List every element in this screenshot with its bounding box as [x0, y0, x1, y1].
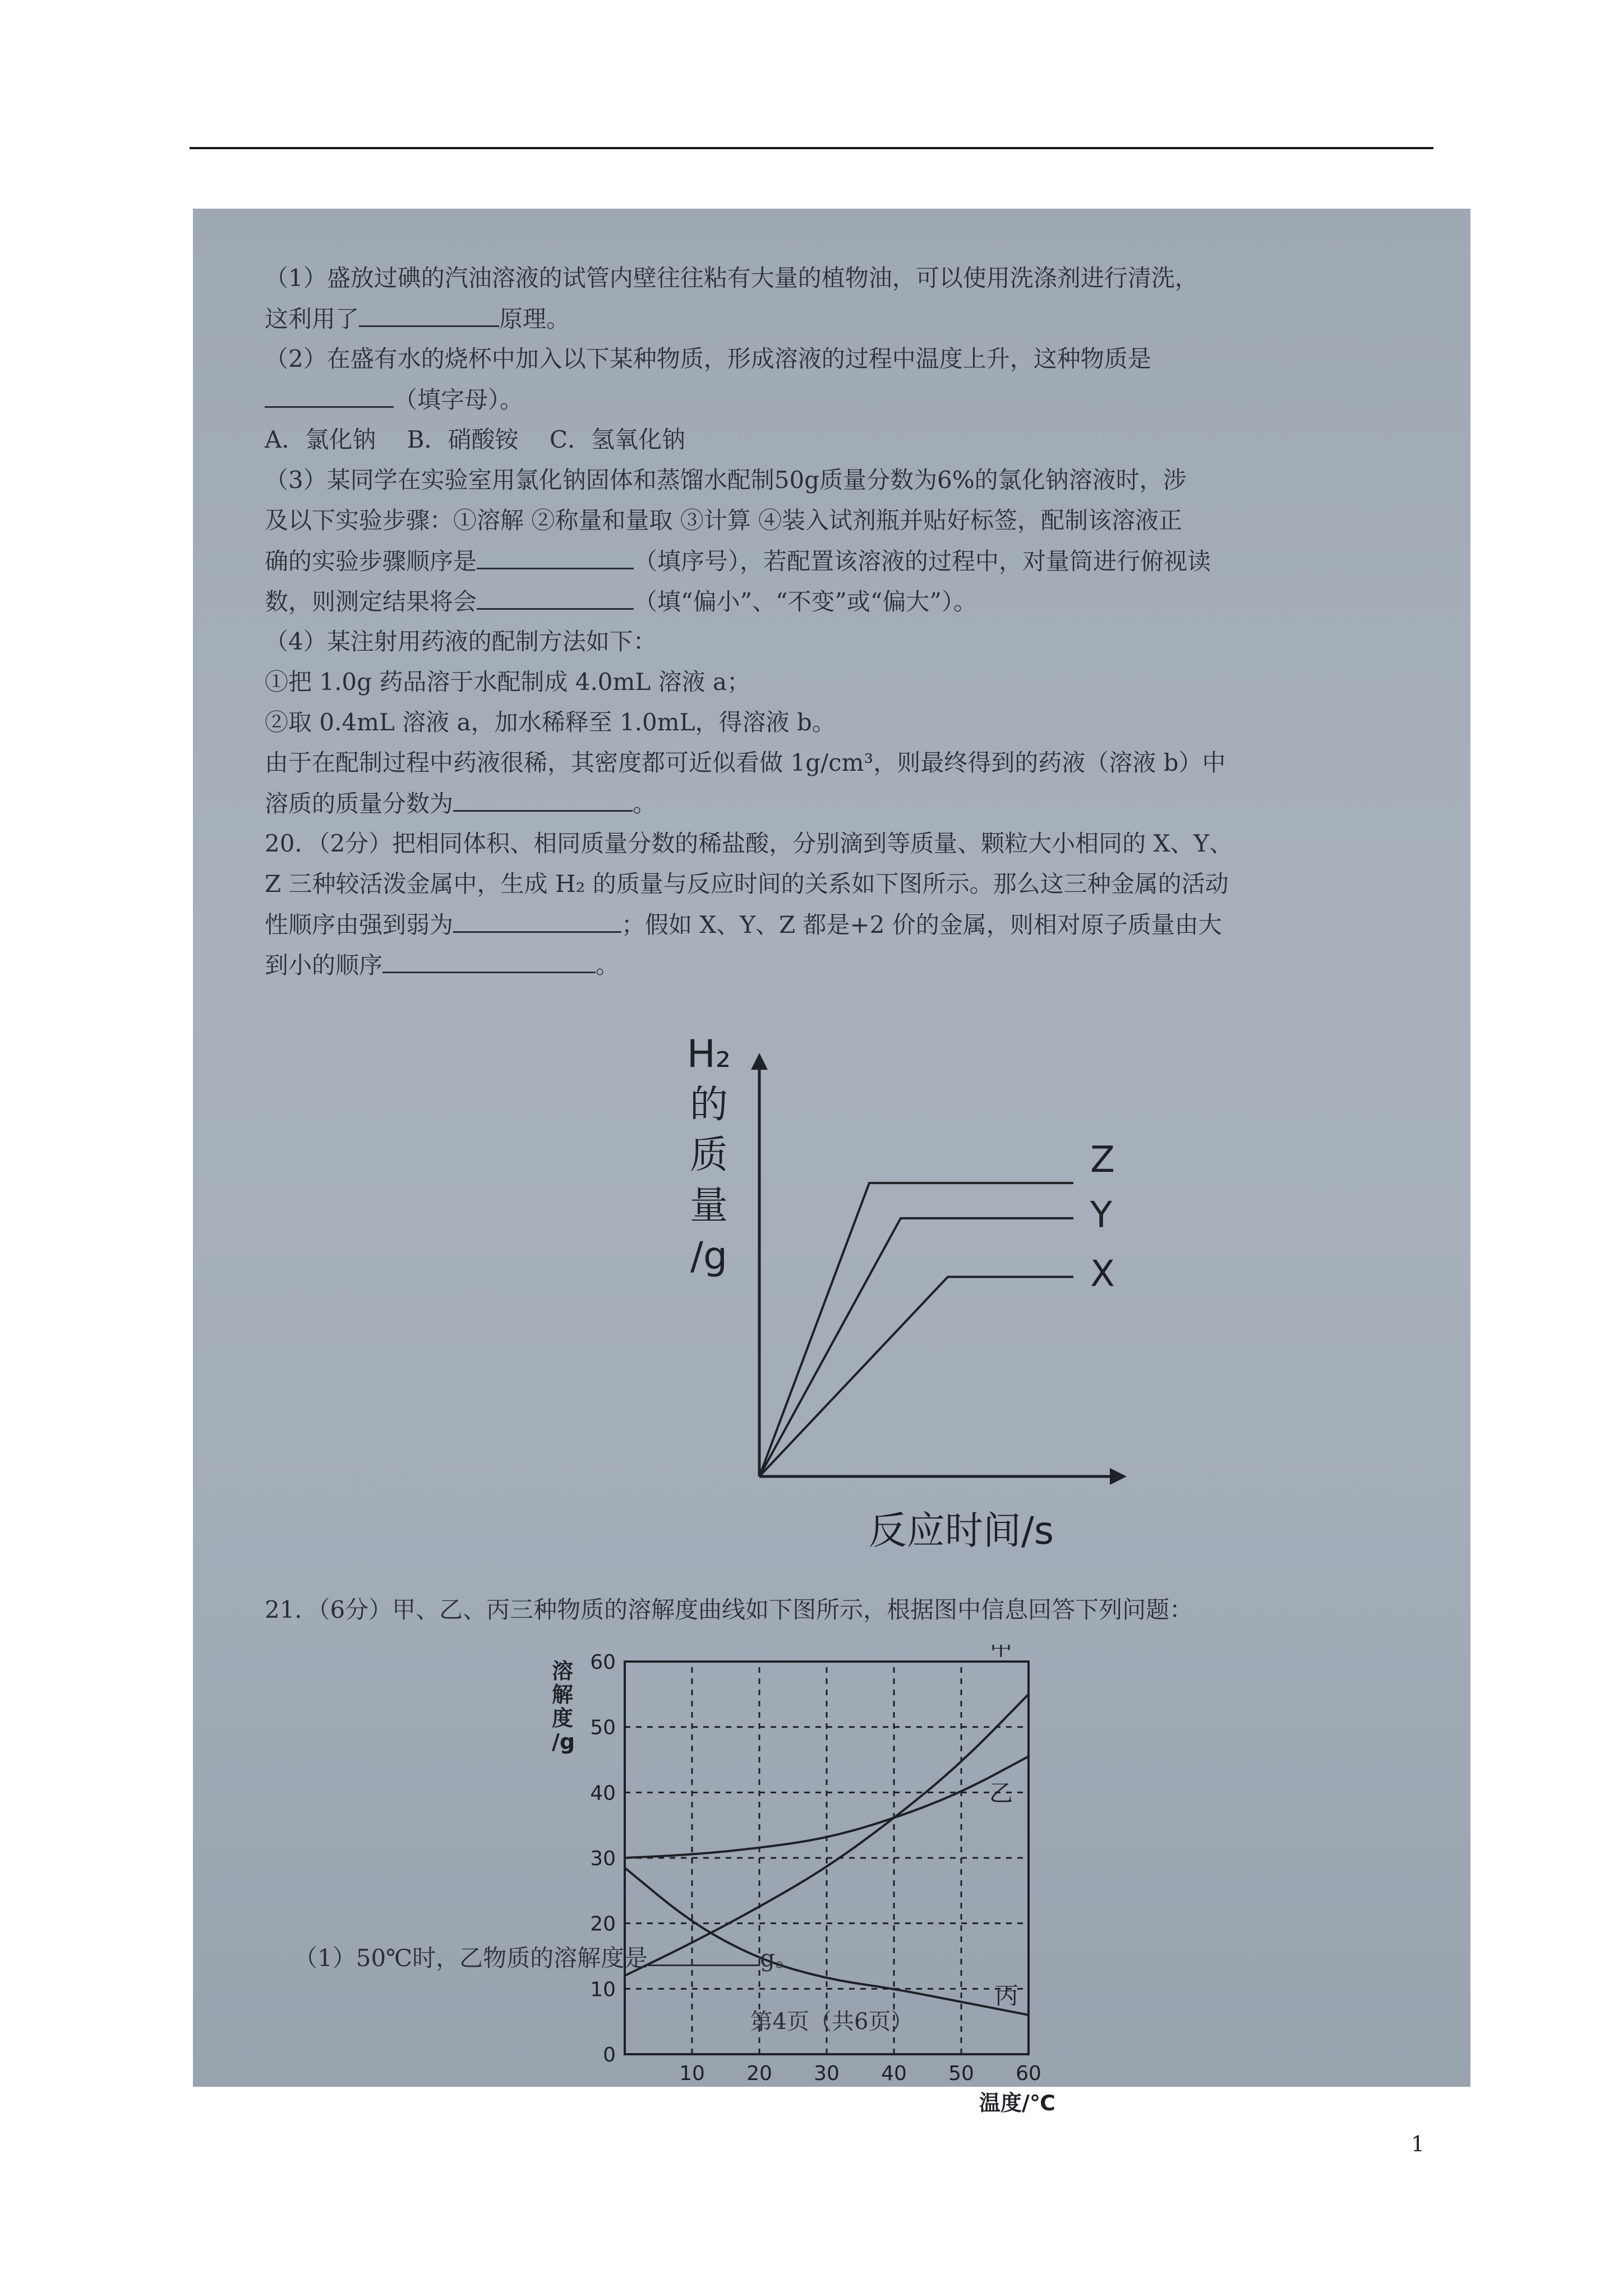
q20-line4-text-a: 到小的顺序 — [265, 951, 383, 979]
y-axis-label-char: 量 — [689, 1184, 728, 1228]
series-label-Y: Y — [1090, 1194, 1113, 1236]
q19-p2-line2-text-b: （填字母）。 — [394, 386, 524, 413]
header-rule — [190, 147, 1433, 149]
y-tick-label: 40 — [590, 1782, 616, 1805]
x-axis-label: 温度/℃ — [979, 2091, 1055, 2115]
q20-line2: Z 三种较活泼金属中，生成 H₂ 的质量与反应时间的关系如下图所示。那么这三种金属的活动 — [265, 870, 1229, 898]
y-tick-label: 20 — [590, 1912, 616, 1936]
q19-p1-line1: （1）盛放过碘的汽油溶液的试管内壁往往粘有大量的植物油，可以使用洗涤剂进行清洗， — [265, 264, 1198, 292]
q19-p3-line4 — [265, 586, 977, 618]
q19-p3-line3 — [265, 545, 1211, 577]
answer-blank[interactable] — [265, 384, 394, 408]
h2-mass-chart-svg — [597, 1016, 1214, 1566]
y-axis-label-char: /g — [552, 1729, 575, 1754]
y-tick-label: 30 — [590, 1847, 616, 1870]
q19-p4-line4: 由于在配制过程中药液很稀，其密度都可近似看做 1g/cm³，则最终得到的药液（溶液 b）中 — [265, 749, 1226, 776]
q19-p3-line4-text-b: （填“偏小”、“不变”或“偏大”）。 — [634, 588, 977, 615]
q19-p4-line5 — [265, 788, 656, 820]
q19-p3-line3-text-b: （填序号），若配置该溶液的过程中，对量筒进行俯视读 — [634, 547, 1211, 575]
y-axis-label-char: 溶 — [552, 1659, 574, 1683]
series-line-X — [759, 1277, 1073, 1476]
y-axis-label-char: 的 — [689, 1083, 728, 1127]
y-axis-label-char: /g — [690, 1234, 728, 1278]
q20-line4 — [265, 949, 619, 981]
q21-sub1 — [294, 1942, 799, 1974]
q19-p1-line2-text-a: 这利用了 — [265, 305, 359, 333]
x-axis-label: 反应时间/s — [868, 1509, 1054, 1553]
scanned-exam-photo — [193, 209, 1470, 2115]
q21-line1: 21．（6分）甲、乙、丙三种物质的溶解度曲线如下图所示，根据图中信息回答下列问题： — [265, 1596, 1193, 1623]
q19-p4-line5-text-b: 。 — [633, 790, 657, 817]
x-tick-label: 50 — [948, 2062, 974, 2085]
y-tick-label: 10 — [590, 1978, 616, 2001]
x-tick-label: 60 — [1016, 2062, 1041, 2085]
q21-sub1-text-b: g。 — [760, 1944, 799, 1972]
series-label-乙: 乙 — [989, 1779, 1013, 1807]
solubility-chart-svg — [529, 1645, 1258, 2122]
x-tick-label: 40 — [881, 2062, 907, 2085]
q19-p3-line4-text-a: 数，则测定结果将会 — [265, 588, 477, 615]
answer-blank[interactable] — [382, 949, 596, 973]
q20-line3-text-a: 性顺序由强到弱为 — [265, 911, 454, 938]
q19-p1-line2 — [265, 303, 570, 335]
y-axis-label-char: 解 — [552, 1682, 574, 1707]
y-axis-label-char: 度 — [552, 1706, 574, 1731]
y-axis-label-char: 质 — [689, 1133, 728, 1177]
q20-line3-text-b: ；假如 X、Y、Z 都是+2 价的金属，则相对原子质量由大 — [621, 911, 1222, 938]
q19-p4-line1: （4）某注射用药液的配制方法如下： — [265, 628, 657, 655]
answer-blank[interactable] — [453, 788, 633, 812]
q21-sub1-text-a: （1）50℃时，乙物质的溶解度是 — [294, 1944, 648, 1972]
answer-blank[interactable] — [477, 545, 634, 569]
series-line-Y — [759, 1218, 1073, 1476]
y-tick-label: 0 — [603, 2044, 616, 2067]
q19-p4-line3: ②取 0.4mL 溶液 a，加水稀释至 1.0mL，得溶液 b。 — [265, 708, 836, 736]
x-tick-label: 20 — [746, 2062, 772, 2085]
answer-blank[interactable] — [477, 586, 634, 610]
series-label-甲: 甲 — [989, 1645, 1013, 1661]
q20-line1: 20．（2分）把相同体积、相同质量分数的稀盐酸，分别滴到等质量、颗粒大小相同的 X、Y、 — [265, 830, 1233, 857]
y-axis-label-char: H₂ — [686, 1032, 731, 1076]
x-tick-label: 30 — [814, 2062, 840, 2085]
solubility-chart — [529, 1645, 1258, 2122]
q20-line4-text-b: 。 — [596, 951, 620, 979]
q19-p3-line2: 及以下实验步骤：①溶解 ②称量和量取 ③计算 ④装入试剂瓶并贴好标签，配制该溶液正 — [265, 507, 1183, 534]
y-tick-label: 60 — [590, 1651, 616, 1674]
q19-p4-line2: ①把 1.0g 药品溶于水配制成 4.0mL 溶液 a； — [265, 668, 750, 696]
answer-blank[interactable] — [359, 303, 499, 327]
q19-p3-line1: （3）某同学在实验室用氯化钠固体和蒸馏水配制50g质量分数为6%的氯化钠溶液时，涉 — [265, 466, 1187, 494]
q19-p1-line2-text-b: 原理。 — [499, 305, 570, 333]
series-label-Z: Z — [1090, 1139, 1115, 1181]
q19-p2-line1: （2）在盛有水的烧杯中加入以下某种物质，形成溶液的过程中温度上升，这种物质是 — [265, 345, 1151, 372]
q20-line3 — [265, 909, 1222, 941]
q19-p4-line5-text-a: 溶质的质量分数为 — [265, 790, 454, 817]
q19-p2-line2 — [265, 384, 523, 416]
answer-blank[interactable] — [453, 909, 621, 933]
page-number: 1 — [1411, 2132, 1425, 2156]
q19-p3-line3-text-a: 确的实验步骤顺序是 — [265, 547, 477, 575]
answer-blank[interactable] — [648, 1942, 760, 1966]
q19-options: A．氯化钠 B．硝酸铵 C．氢氧化钠 — [265, 426, 686, 453]
page-footer: 第4页（共6页） — [750, 2009, 914, 2035]
x-tick-label: 10 — [679, 2062, 705, 2085]
series-line-Z — [759, 1183, 1073, 1476]
series-label-丙: 丙 — [995, 1982, 1019, 2009]
series-label-X: X — [1090, 1253, 1115, 1295]
y-tick-label: 50 — [590, 1716, 616, 1740]
h2-mass-chart — [597, 1016, 1214, 1566]
